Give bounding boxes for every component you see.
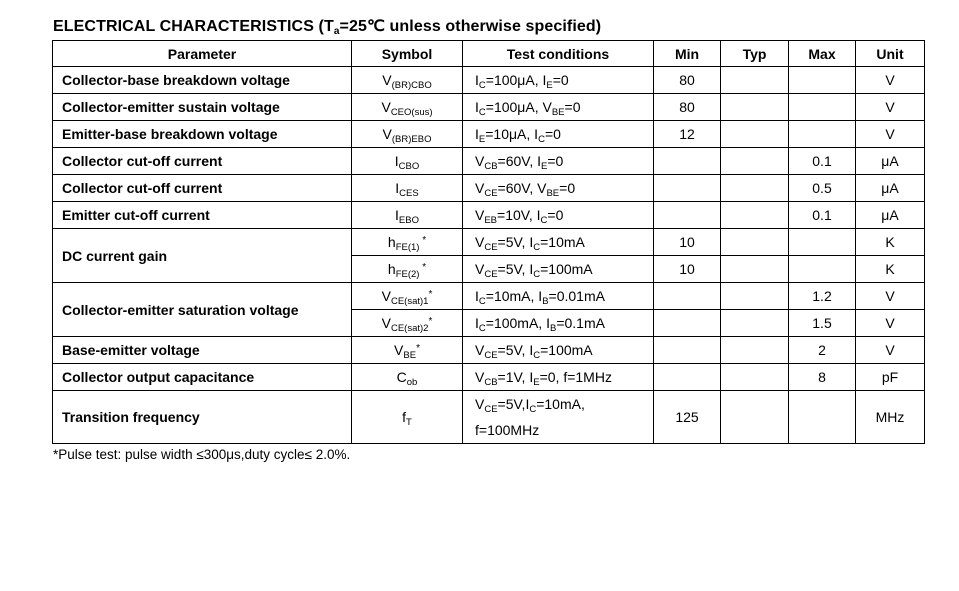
pulse-test-mark: * (428, 289, 433, 300)
unit-cell: V (856, 310, 925, 337)
symbol-subscript: CES (399, 188, 419, 199)
symbol-main: I (394, 153, 399, 169)
symbol-main: I (395, 207, 399, 223)
condition-subscript: C (538, 134, 545, 145)
condition-text: =0 (552, 72, 569, 88)
table-row (53, 121, 925, 148)
typ-cell (721, 148, 789, 175)
condition-subscript: CE (484, 242, 498, 253)
unit-cell: pF (856, 364, 925, 391)
condition-line (475, 94, 653, 120)
typ-cell (721, 121, 789, 148)
symbol-main: V (381, 315, 391, 331)
condition-line (475, 148, 653, 174)
min-cell (654, 283, 721, 310)
condition-line (475, 391, 653, 417)
condition-text: f=100MHz (475, 422, 540, 438)
condition-subscript: E (478, 134, 486, 145)
condition-line (475, 67, 653, 93)
condition-text: I (475, 72, 479, 88)
parameter-cell: DC current gain (53, 229, 352, 283)
condition-text: V (475, 234, 485, 250)
condition-text: =0.01mA (548, 288, 605, 304)
condition-text: =0 (547, 207, 564, 223)
condition-subscript: CE (484, 269, 498, 280)
test-conditions-cell (463, 256, 654, 283)
max-cell: 1.5 (789, 310, 856, 337)
condition-subscript: CE (484, 350, 498, 361)
test-conditions-cell (463, 337, 654, 364)
header-test-conditions: Test conditions (463, 41, 654, 67)
max-cell: 0.1 (789, 148, 856, 175)
symbol-subscript: T (406, 417, 412, 428)
condition-text: =1V, I (497, 369, 534, 385)
symbol-main: C (396, 369, 407, 385)
condition-text: =0.1mA (556, 315, 605, 331)
condition-subscript: C (533, 350, 541, 361)
unit-cell: MHz (856, 391, 925, 444)
condition-text: =100mA, I (485, 315, 550, 331)
condition-line (475, 337, 653, 363)
pulse-test-mark: * (419, 235, 427, 246)
unit-cell: V (856, 121, 925, 148)
test-conditions-cell (463, 202, 654, 229)
condition-text: V (475, 261, 485, 277)
typ-cell (721, 229, 789, 256)
condition-subscript: C (478, 296, 486, 307)
condition-subscript: E (546, 80, 553, 91)
condition-subscript: CB (484, 377, 498, 388)
min-cell: 12 (654, 121, 721, 148)
condition-text: V (475, 342, 485, 358)
condition-subscript: B (542, 296, 549, 307)
condition-subscript: C (478, 107, 486, 118)
test-conditions-cell (463, 121, 654, 148)
typ-cell (721, 202, 789, 229)
condition-text: =10mA, (536, 396, 585, 412)
symbol-cell (352, 67, 463, 94)
condition-text: =100mA (540, 342, 593, 358)
condition-text: =0 (559, 180, 576, 196)
condition-subscript: C (540, 215, 548, 226)
symbol-main: V (394, 342, 404, 358)
condition-subscript: C (478, 80, 486, 91)
test-conditions-cell (463, 391, 654, 444)
min-cell (654, 202, 721, 229)
condition-text: =5V, I (497, 261, 534, 277)
condition-subscript: CE (484, 188, 498, 199)
condition-text: I (475, 126, 479, 142)
condition-subscript: C (533, 242, 541, 253)
symbol-main: h (387, 234, 396, 250)
unit-cell: μA (856, 175, 925, 202)
typ-cell (721, 94, 789, 121)
symbol-cell (352, 202, 463, 229)
condition-line (475, 417, 653, 443)
condition-subscript: C (529, 404, 537, 415)
pulse-test-footnote: *Pulse test: pulse width ≤300μs,duty cycle≤ 2.0%. (53, 447, 351, 462)
typ-cell (721, 67, 789, 94)
symbol-cell (352, 337, 463, 364)
condition-line (475, 283, 653, 309)
pulse-test-mark: * (428, 316, 433, 327)
condition-line (475, 310, 653, 336)
symbol-cell (352, 283, 463, 310)
min-cell (654, 364, 721, 391)
condition-subscript: B (549, 323, 557, 334)
condition-text: I (475, 288, 479, 304)
table-row (53, 229, 925, 256)
condition-subscript: BE (546, 188, 560, 199)
header-max: Max (789, 41, 856, 67)
condition-text: =10V, I (497, 207, 541, 223)
condition-line (475, 175, 653, 201)
condition-text: =0 (547, 153, 564, 169)
header-parameter: Parameter (53, 41, 352, 67)
table-row (53, 337, 925, 364)
condition-text: V (475, 153, 485, 169)
min-cell: 80 (654, 94, 721, 121)
symbol-subscript: BE (403, 350, 417, 361)
max-cell: 2 (789, 337, 856, 364)
condition-line (475, 229, 653, 255)
header-symbol: Symbol (352, 41, 463, 67)
test-conditions-cell (463, 148, 654, 175)
condition-subscript: CE (484, 404, 498, 415)
min-cell (654, 175, 721, 202)
condition-subscript: C (533, 269, 541, 280)
condition-line (475, 364, 653, 390)
condition-subscript: C (478, 323, 486, 334)
condition-text: =10μA, I (485, 126, 539, 142)
table-header-row (53, 41, 925, 67)
unit-cell: μA (856, 202, 925, 229)
unit-cell: V (856, 67, 925, 94)
symbol-subscript: FE(2) (395, 269, 420, 280)
symbol-cell (352, 175, 463, 202)
parameter-cell: Collector-emitter saturation voltage (53, 283, 352, 337)
table-row (53, 148, 925, 175)
parameter-cell: Collector-base breakdown voltage (53, 67, 352, 94)
electrical-characteristics-table (52, 40, 925, 444)
unit-cell: K (856, 229, 925, 256)
condition-text: V (475, 369, 485, 385)
table-row (53, 283, 925, 310)
test-conditions-cell (463, 364, 654, 391)
symbol-subscript: (BR)CBO (391, 80, 432, 91)
pulse-test-mark: * (419, 262, 427, 273)
parameter-cell: Emitter-base breakdown voltage (53, 121, 352, 148)
test-conditions-cell (463, 67, 654, 94)
min-cell (654, 337, 721, 364)
min-cell: 10 (654, 256, 721, 283)
condition-line (475, 256, 653, 282)
symbol-main: I (395, 180, 400, 196)
typ-cell (721, 391, 789, 444)
parameter-cell: Collector cut-off current (53, 148, 352, 175)
typ-cell (721, 310, 789, 337)
condition-text: V (475, 207, 485, 223)
condition-text: =10mA (540, 234, 585, 250)
condition-text: V (475, 396, 485, 412)
max-cell (789, 229, 856, 256)
max-cell: 0.5 (789, 175, 856, 202)
condition-text: =5V, I (497, 342, 534, 358)
condition-text: =100μA, V (485, 99, 552, 115)
symbol-cell (352, 364, 463, 391)
test-conditions-cell (463, 310, 654, 337)
condition-subscript: BE (551, 107, 565, 118)
min-cell (654, 148, 721, 175)
typ-cell (721, 175, 789, 202)
condition-subscript: E (541, 161, 548, 172)
symbol-cell (352, 148, 463, 175)
table-body (53, 67, 925, 444)
max-cell: 0.1 (789, 202, 856, 229)
symbol-subscript: EBO (398, 215, 419, 226)
parameter-cell: Transition frequency (53, 391, 352, 444)
table-row (53, 391, 925, 444)
table-row (53, 175, 925, 202)
parameter-cell: Collector output capacitance (53, 364, 352, 391)
symbol-subscript: CEO(sus) (390, 107, 433, 118)
table-row (53, 202, 925, 229)
min-cell: 80 (654, 67, 721, 94)
parameter-cell: Collector cut-off current (53, 175, 352, 202)
symbol-main: V (381, 99, 391, 115)
typ-cell (721, 256, 789, 283)
symbol-cell (352, 391, 463, 444)
condition-subscript: EB (484, 215, 498, 226)
condition-text: =0 (564, 99, 581, 115)
parameter-cell: Emitter cut-off current (53, 202, 352, 229)
condition-subscript: E (533, 377, 540, 388)
symbol-main: V (382, 126, 392, 142)
condition-text: I (475, 99, 479, 115)
symbol-subscript: CE(sat)1 (390, 296, 429, 307)
parameter-cell: Base-emitter voltage (53, 337, 352, 364)
unit-cell: K (856, 256, 925, 283)
symbol-main: h (387, 261, 396, 277)
max-cell: 1.2 (789, 283, 856, 310)
condition-text: =5V,I (497, 396, 530, 412)
condition-text: =100μA, I (485, 72, 547, 88)
min-cell (654, 310, 721, 337)
unit-cell: μA (856, 148, 925, 175)
typ-cell (721, 337, 789, 364)
header-typ: Typ (721, 41, 789, 67)
condition-text: V (475, 180, 485, 196)
max-cell (789, 121, 856, 148)
unit-cell: V (856, 94, 925, 121)
table-row (53, 94, 925, 121)
symbol-cell (352, 229, 463, 256)
condition-text: I (475, 315, 479, 331)
max-cell (789, 94, 856, 121)
condition-text: =0 (544, 126, 561, 142)
condition-text: =10mA, I (485, 288, 543, 304)
test-conditions-cell (463, 283, 654, 310)
condition-subscript: CB (484, 161, 498, 172)
condition-line (475, 121, 653, 147)
symbol-subscript: CBO (398, 161, 420, 172)
test-conditions-cell (463, 175, 654, 202)
header-min: Min (654, 41, 721, 67)
condition-text: =0, f=1MHz (539, 369, 612, 385)
unit-cell: V (856, 283, 925, 310)
symbol-cell (352, 121, 463, 148)
symbol-main: f (402, 409, 407, 425)
max-cell (789, 391, 856, 444)
symbol-subscript: ob (406, 377, 418, 388)
test-conditions-cell (463, 229, 654, 256)
min-cell: 10 (654, 229, 721, 256)
symbol-main: V (382, 72, 392, 88)
min-cell: 125 (654, 391, 721, 444)
max-cell: 8 (789, 364, 856, 391)
header-unit: Unit (856, 41, 925, 67)
condition-text: =5V, I (497, 234, 534, 250)
symbol-main: V (381, 288, 391, 304)
test-conditions-cell (463, 94, 654, 121)
max-cell (789, 256, 856, 283)
table-row (53, 67, 925, 94)
condition-text: =60V, V (497, 180, 547, 196)
symbol-cell (352, 94, 463, 121)
pulse-test-mark: * (416, 343, 420, 354)
typ-cell (721, 364, 789, 391)
condition-text: =100mA (540, 261, 593, 277)
condition-line (475, 202, 653, 228)
unit-cell: V (856, 337, 925, 364)
condition-text: =60V, I (497, 153, 542, 169)
symbol-cell (352, 310, 463, 337)
section-title: ELECTRICAL CHARACTERISTICS ($T_a=25℃$ unless otherwise specified) (53, 18, 602, 37)
symbol-subscript: (BR)EBO (391, 134, 432, 145)
typ-cell (721, 283, 789, 310)
symbol-subscript: FE(1) (395, 242, 420, 253)
symbol-subscript: CE(sat)2 (390, 323, 429, 334)
parameter-cell: Collector-emitter sustain voltage (53, 94, 352, 121)
symbol-cell (352, 256, 463, 283)
max-cell (789, 67, 856, 94)
table-row (53, 364, 925, 391)
